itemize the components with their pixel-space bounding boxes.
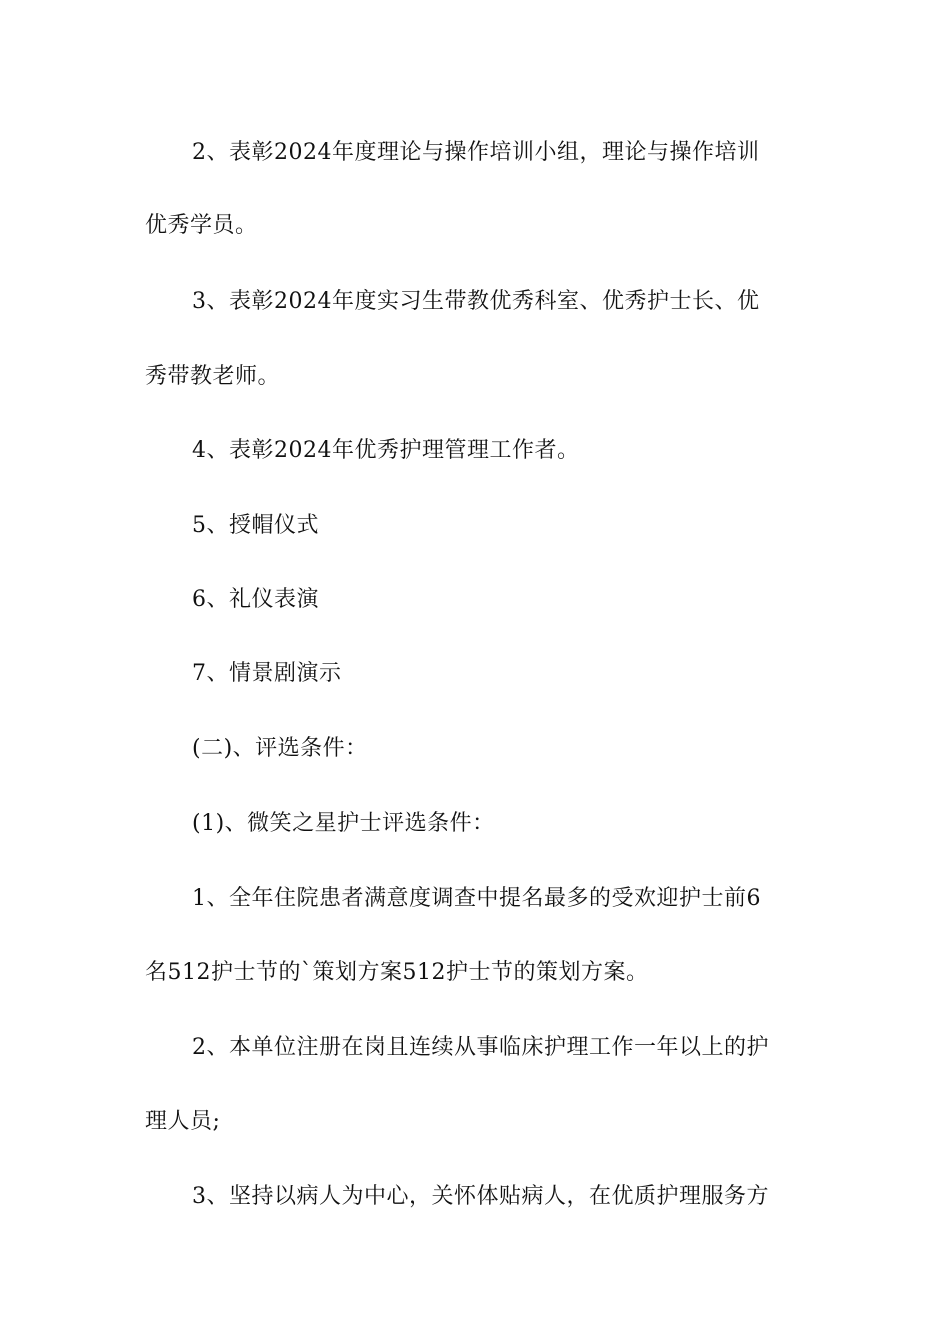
paragraph-line-8: 7、情景剧演示	[192, 661, 342, 686]
paragraph-line-7: 6、礼仪表演	[192, 587, 319, 612]
paragraph-line-3: 3、表彰2024年度实习生带教优秀科室、优秀护士长、优	[192, 289, 760, 314]
paragraph-line-13: 2、本单位注册在岗且连续从事临床护理工作一年以上的护	[192, 1035, 769, 1060]
paragraph-line-6: 5、授帽仪式	[192, 513, 319, 538]
paragraph-line-15: 3、坚持以病人为中心，关怀体贴病人，在优质护理服务方	[192, 1184, 769, 1209]
section-heading: (二)、评选条件：	[192, 736, 368, 761]
paragraph-line-11: 1、全年住院患者满意度调查中提名最多的受欢迎护士前6	[192, 886, 761, 911]
paragraph-line-2: 优秀学员。	[145, 213, 258, 238]
paragraph-line-14: 理人员;	[145, 1109, 221, 1134]
paragraph-line-12: 名512护士节的`策划方案512护士节的策划方案。	[145, 960, 649, 985]
subsection-heading: (1)、微笑之星护士评选条件：	[192, 811, 495, 836]
paragraph-line-5: 4、表彰2024年优秀护理管理工作者。	[192, 438, 580, 463]
paragraph-line-1: 2、表彰2024年度理论与操作培训小组，理论与操作培训	[192, 140, 760, 165]
paragraph-line-4: 秀带教老师。	[145, 364, 281, 389]
